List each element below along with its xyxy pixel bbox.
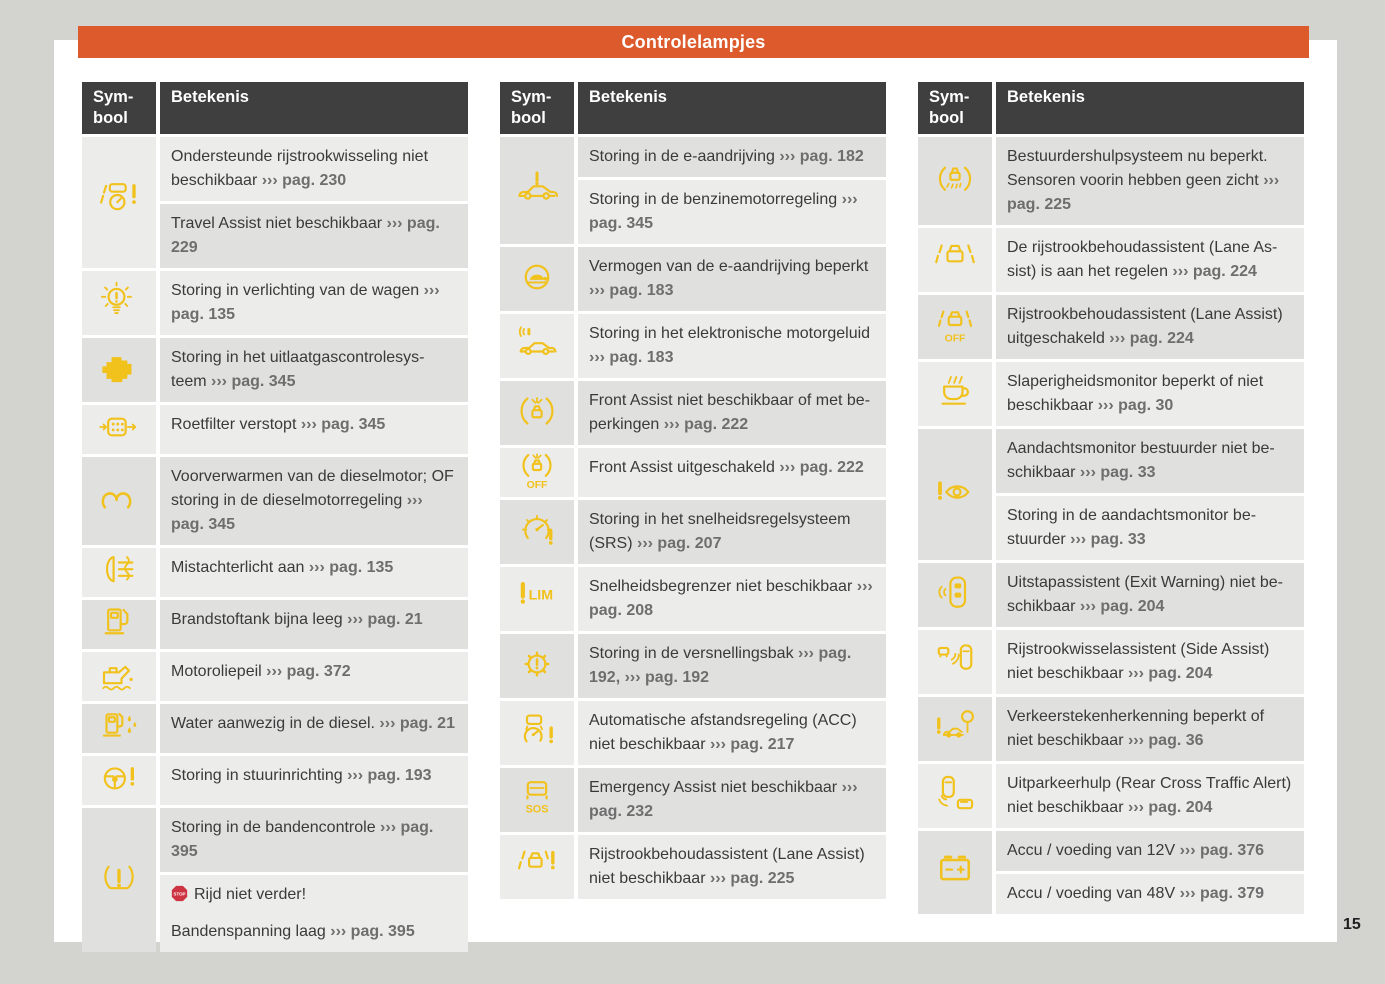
- table-row: [500, 314, 886, 378]
- table-row: [82, 405, 468, 454]
- meaning-cell: [578, 180, 886, 244]
- meaning-line: [1007, 370, 1293, 418]
- meaning-text: Bestuurdershulpsysteem nu beperkt. Sensoren voorin hebben geen zicht: [1007, 148, 1268, 189]
- meaning-cell: [578, 567, 886, 631]
- table-row: [500, 634, 886, 698]
- page-reference: ››› pag. 33: [1070, 531, 1146, 548]
- page-reference: ››› pag. 208: [589, 578, 873, 619]
- page-reference: ››› pag. 183: [589, 349, 674, 366]
- meaning-text: Storing in het snelheidsregelsysteem (SRS): [589, 511, 851, 552]
- meaning-column-header: Betekenis: [160, 82, 468, 134]
- table-row: [918, 137, 1304, 225]
- meaning-line: [1007, 145, 1293, 217]
- meaning-text: Bandenspanning laag: [171, 923, 331, 940]
- stop-icon: [171, 885, 188, 910]
- acc-warning-icon: [500, 701, 574, 765]
- meaning-text: Rijd niet verder!: [194, 886, 307, 903]
- meaning-cell: [578, 500, 886, 564]
- meaning-text: Storing in verlichting van de wagen: [171, 282, 424, 299]
- meaning-line: [589, 322, 875, 370]
- table-row: [500, 701, 886, 765]
- meaning-line: [589, 843, 875, 891]
- meaning-line: [171, 764, 457, 788]
- svg-text:LIM: LIM: [528, 587, 554, 603]
- table-row: [918, 563, 1304, 627]
- meaning-line: [171, 145, 457, 193]
- page-reference: ››› pag. 232: [589, 779, 858, 820]
- page-reference: ››› pag. 376: [1179, 842, 1265, 859]
- meaning-line: [171, 712, 457, 736]
- meaning-cell: [160, 457, 468, 545]
- page-reference: ››› pag. 345: [300, 416, 386, 433]
- page-reference: ››› pag. 204: [1127, 799, 1213, 816]
- table-row: [500, 768, 886, 832]
- meaning-cell: [996, 362, 1304, 426]
- meaning-text: Storing in de versnellingsbak: [589, 645, 799, 662]
- page-reference: ››› pag. 193: [347, 767, 432, 784]
- meaning-column-header: Betekenis: [996, 82, 1304, 134]
- meaning-cell: [160, 338, 468, 402]
- meaning-text: Emergency Assist niet beschikbaar: [589, 779, 842, 796]
- meaning-cell: [160, 756, 468, 805]
- table-row: [500, 448, 886, 497]
- meaning-cell: [578, 768, 886, 832]
- meaning-cell: [996, 228, 1304, 292]
- meaning-cell: [160, 652, 468, 701]
- warning-lights-table-middle: [496, 79, 890, 902]
- meaning-cell: [160, 808, 468, 872]
- meaning-line: [1007, 571, 1293, 619]
- svg-text:SOS: SOS: [525, 803, 549, 816]
- page-reference: ››› pag. 345: [589, 191, 858, 232]
- reduced-power-turtle-icon: [500, 247, 574, 311]
- meaning-cell: [160, 704, 468, 753]
- check-engine-icon: [82, 338, 156, 402]
- meaning-text: Storing in de e-aandrijving: [589, 148, 780, 165]
- warning-lights-table-right: [914, 79, 1308, 917]
- meaning-text: Ondersteunde rijstrookwisseling niet beschikbaar: [171, 148, 429, 189]
- table-row: [500, 500, 886, 564]
- page-reference: ››› pag. 224: [1172, 263, 1257, 280]
- meaning-cell: [578, 448, 886, 497]
- emergency-assist-icon: [500, 768, 574, 832]
- meaning-line: [171, 883, 457, 910]
- meaning-cell: [996, 874, 1304, 914]
- table-header-row: [918, 82, 1304, 134]
- lane-assist-off-icon: [918, 295, 992, 359]
- meaning-text: Accu / voeding van 12V: [1007, 842, 1180, 859]
- front-assist-icon: [500, 381, 574, 445]
- meaning-text: Travel Assist niet beschikbaar: [171, 215, 387, 232]
- meaning-text: Water aanwezig in de diesel.: [171, 715, 380, 732]
- table-row: [918, 228, 1304, 292]
- meaning-line: [1007, 303, 1293, 351]
- meaning-cell: [996, 295, 1304, 359]
- meaning-cell: [160, 271, 468, 335]
- meaning-text: Rijstrookwisselassistent (Side Assist) niet beschikbaar: [1007, 641, 1270, 682]
- meaning-text: Front Assist niet beschikbaar of met be-perkingen: [589, 392, 871, 433]
- page-reference: ››› pag. 372: [266, 663, 351, 680]
- table-row: [82, 457, 468, 545]
- svg-text:OFF: OFF: [526, 479, 548, 490]
- meaning-line: [1007, 772, 1293, 820]
- symbol-column-header: Sym-bool: [82, 82, 156, 134]
- table-header-row: [82, 82, 468, 134]
- meaning-line: [589, 145, 875, 169]
- page-reference: ››› pag. 345: [171, 492, 423, 533]
- meaning-line: [589, 255, 875, 303]
- exit-warning-icon: [918, 563, 992, 627]
- meaning-cell: [996, 697, 1304, 761]
- speed-limiter-icon: [500, 567, 574, 631]
- meaning-line: [1007, 882, 1293, 906]
- meaning-text: Storing in de bandencontrole: [171, 819, 381, 836]
- page-reference: ››› pag. 224: [1109, 330, 1194, 347]
- meaning-text: Roetfilter verstopt: [171, 416, 301, 433]
- front-assist-off-icon: [500, 448, 574, 497]
- cruise-control-warning-icon: [500, 500, 574, 564]
- table-row: [82, 756, 468, 805]
- meaning-line: [589, 188, 875, 236]
- page-reference: ››› pag. 222: [779, 459, 864, 476]
- traffic-sign-recognition-icon: [918, 697, 992, 761]
- meaning-line: [171, 279, 457, 327]
- meaning-text: Automatische afstandsregeling (ACC) niet beschikbaar: [589, 712, 857, 753]
- meaning-line: [589, 575, 875, 623]
- table-row: [500, 835, 886, 899]
- meaning-line: [1007, 839, 1293, 863]
- meaning-text: Motoroliepeil: [171, 663, 267, 680]
- tables-row: [78, 79, 1308, 955]
- page-reference: ››› pag. 135: [308, 559, 394, 576]
- meaning-cell: [996, 429, 1304, 493]
- page-reference: ››› pag. 36: [1127, 732, 1204, 749]
- page-reference: ››› pag. 204: [1079, 598, 1165, 615]
- meaning-line: [589, 456, 875, 480]
- page-reference: ››› pag. 21: [347, 611, 423, 628]
- table-row: [500, 567, 886, 631]
- meaning-text: Slaperigheidsmonitor beperkt of niet beschikbaar: [1007, 373, 1264, 414]
- meaning-text: Storing in stuurinrichting: [171, 767, 348, 784]
- meaning-line: [171, 413, 457, 437]
- meaning-cell: [160, 548, 468, 597]
- warning-lights-table-left: [78, 79, 472, 955]
- meaning-line: [171, 556, 457, 580]
- meaning-line: [1007, 504, 1293, 552]
- table-row: [918, 764, 1304, 828]
- page-reference: ››› pag. 222: [663, 416, 749, 433]
- page-number: 15: [1343, 916, 1361, 933]
- page-reference: ››› pag. 379: [1179, 885, 1265, 902]
- glow-plug-icon: [82, 457, 156, 545]
- page-reference: ››› pag. 30: [1097, 397, 1174, 414]
- page-reference: ››› pag. 204: [1127, 665, 1213, 682]
- lane-assist-warning-icon: [500, 835, 574, 899]
- meaning-line: [171, 660, 457, 684]
- meaning-text: Storing in de aandachtsmonitor be-stuurder: [1007, 507, 1257, 548]
- symbol-column-header: Sym-bool: [918, 82, 992, 134]
- tire-pressure-icon: [82, 808, 156, 952]
- meaning-line: [171, 212, 457, 260]
- table-row: [500, 381, 886, 445]
- meaning-text: Storing in de benzinemotorregeling: [589, 191, 842, 208]
- svg-text:STOP: STOP: [173, 891, 186, 897]
- lights-warning-icon: [82, 271, 156, 335]
- table-row: [918, 630, 1304, 694]
- meaning-cell: [578, 247, 886, 311]
- meaning-text: Brandstoftank bijna leeg: [171, 611, 348, 628]
- table-row: [82, 652, 468, 701]
- page-reference: ››› pag. 217: [709, 736, 795, 753]
- meaning-cell: [578, 634, 886, 698]
- meaning-cell: [996, 831, 1304, 871]
- meaning-cell: [160, 405, 468, 454]
- meaning-cell: [578, 381, 886, 445]
- meaning-cell: [578, 701, 886, 765]
- meaning-cell: [996, 563, 1304, 627]
- meaning-text: Aandachtsmonitor bestuurder niet be-schikbaar: [1007, 440, 1275, 481]
- page-reference: ››› pag. 21: [379, 715, 455, 732]
- page-reference: ››› pag. 192, ››› pag. 192: [589, 645, 852, 686]
- particulate-filter-icon: [82, 405, 156, 454]
- table-row: [918, 295, 1304, 359]
- page-reference: ››› pag. 183: [589, 282, 674, 299]
- symbol-column-header: Sym-bool: [500, 82, 574, 134]
- hybrid-warning-icon: [500, 137, 574, 244]
- water-in-fuel-icon: [82, 704, 156, 753]
- lane-assist-active-icon: [918, 228, 992, 292]
- battery-icon: [918, 831, 992, 914]
- meaning-line: [171, 608, 457, 632]
- drowsiness-icon: [918, 362, 992, 426]
- page-reference: ››› pag. 135: [171, 282, 440, 323]
- page-reference: ››› pag. 345: [211, 373, 296, 390]
- table-row: [918, 429, 1304, 493]
- meaning-line: [171, 920, 457, 944]
- page-reference: ››› pag. 395: [330, 923, 415, 940]
- table-row: [82, 600, 468, 649]
- meaning-text: Rijstrookbehoudassistent (Lane Assist) niet beschikbaar: [589, 846, 865, 887]
- page-reference: ››› pag. 230: [261, 172, 347, 189]
- page-reference: ››› pag. 207: [637, 535, 722, 552]
- meaning-cell: [160, 137, 468, 201]
- travel-assist-icon: [82, 137, 156, 268]
- sensor-blocked-icon: [918, 137, 992, 225]
- meaning-cell: [160, 875, 468, 952]
- meaning-line: [171, 465, 457, 537]
- gearbox-warning-icon: [500, 634, 574, 698]
- attention-monitor-icon: [918, 429, 992, 560]
- page-reference: ››› pag. 229: [171, 215, 440, 256]
- table-row: [82, 137, 468, 201]
- meaning-cell: [578, 835, 886, 899]
- table-row: [82, 808, 468, 872]
- table-row: [82, 271, 468, 335]
- page-reference: ››› pag. 225: [709, 870, 795, 887]
- meaning-line: [1007, 236, 1293, 284]
- meaning-text: Mistachterlicht aan: [171, 559, 309, 576]
- meaning-line: [589, 508, 875, 556]
- meaning-line: [589, 389, 875, 437]
- page-reference: ››› pag. 33: [1079, 464, 1156, 481]
- fuel-low-icon: [82, 600, 156, 649]
- meaning-text: Rijstrookbehoudassistent (Lane Assist) uitgeschakeld: [1007, 306, 1283, 347]
- meaning-line: [589, 709, 875, 757]
- meaning-cell: [996, 137, 1304, 225]
- meaning-cell: [578, 137, 886, 177]
- table-row: [82, 704, 468, 753]
- rear-cross-traffic-icon: [918, 764, 992, 828]
- meaning-text: Storing in het uitlaatgascontrolesys-teem: [171, 349, 425, 390]
- meaning-column-header: Betekenis: [578, 82, 886, 134]
- meaning-text: Vermogen van de e-aandrijving beperkt: [589, 258, 869, 275]
- meaning-cell: [160, 600, 468, 649]
- meaning-cell: [996, 630, 1304, 694]
- side-assist-icon: [918, 630, 992, 694]
- page-reference: ››› pag. 225: [1007, 172, 1280, 213]
- meaning-text: Uitstapassistent (Exit Warning) niet be-schikbaar: [1007, 574, 1283, 615]
- page-title: Controlelampjes: [621, 31, 766, 52]
- meaning-text: Uitparkeerhulp (Rear Cross Traffic Alert) niet beschikbaar: [1007, 775, 1292, 816]
- engine-oil-icon: [82, 652, 156, 701]
- table-row: [918, 831, 1304, 871]
- table-header-row: [500, 82, 886, 134]
- table-row: [918, 697, 1304, 761]
- meaning-text: Accu / voeding van 48V: [1007, 885, 1180, 902]
- page-reference: ››› pag. 182: [779, 148, 864, 165]
- meaning-text: Front Assist uitgeschakeld: [589, 459, 780, 476]
- page-reference: ››› pag. 395: [171, 819, 434, 860]
- table-row: [82, 548, 468, 597]
- e-sound-icon: [500, 314, 574, 378]
- meaning-line: [589, 642, 875, 690]
- meaning-cell: [996, 496, 1304, 560]
- meaning-text: Verkeerstekenherkenning beperkt of niet beschikbaar: [1007, 708, 1265, 749]
- table-row: [82, 338, 468, 402]
- meaning-text: De rijstrookbehoudassistent (Lane As-sist) is aan het regelen: [1007, 239, 1278, 280]
- meaning-text: Voorverwarmen van de dieselmotor; OF storing in de dieselmotorregeling: [171, 468, 454, 509]
- meaning-line: [1007, 638, 1293, 686]
- meaning-line: [589, 776, 875, 824]
- table-row: [500, 137, 886, 177]
- meaning-text: Snelheidsbegrenzer niet beschikbaar: [589, 578, 857, 595]
- steering-warning-icon: [82, 756, 156, 805]
- meaning-cell: [578, 314, 886, 378]
- meaning-line: [171, 816, 457, 864]
- meaning-line: [1007, 437, 1293, 485]
- meaning-cell: [996, 764, 1304, 828]
- meaning-line: [1007, 705, 1293, 753]
- table-row: [500, 247, 886, 311]
- table-row: [918, 362, 1304, 426]
- meaning-line: [171, 346, 457, 394]
- chapter-title-bar: [78, 26, 1309, 58]
- meaning-cell: [160, 204, 468, 268]
- svg-text:OFF: OFF: [944, 333, 966, 345]
- rear-fog-light-icon: [82, 548, 156, 597]
- meaning-text: Storing in het elektronische motorgeluid: [589, 325, 871, 342]
